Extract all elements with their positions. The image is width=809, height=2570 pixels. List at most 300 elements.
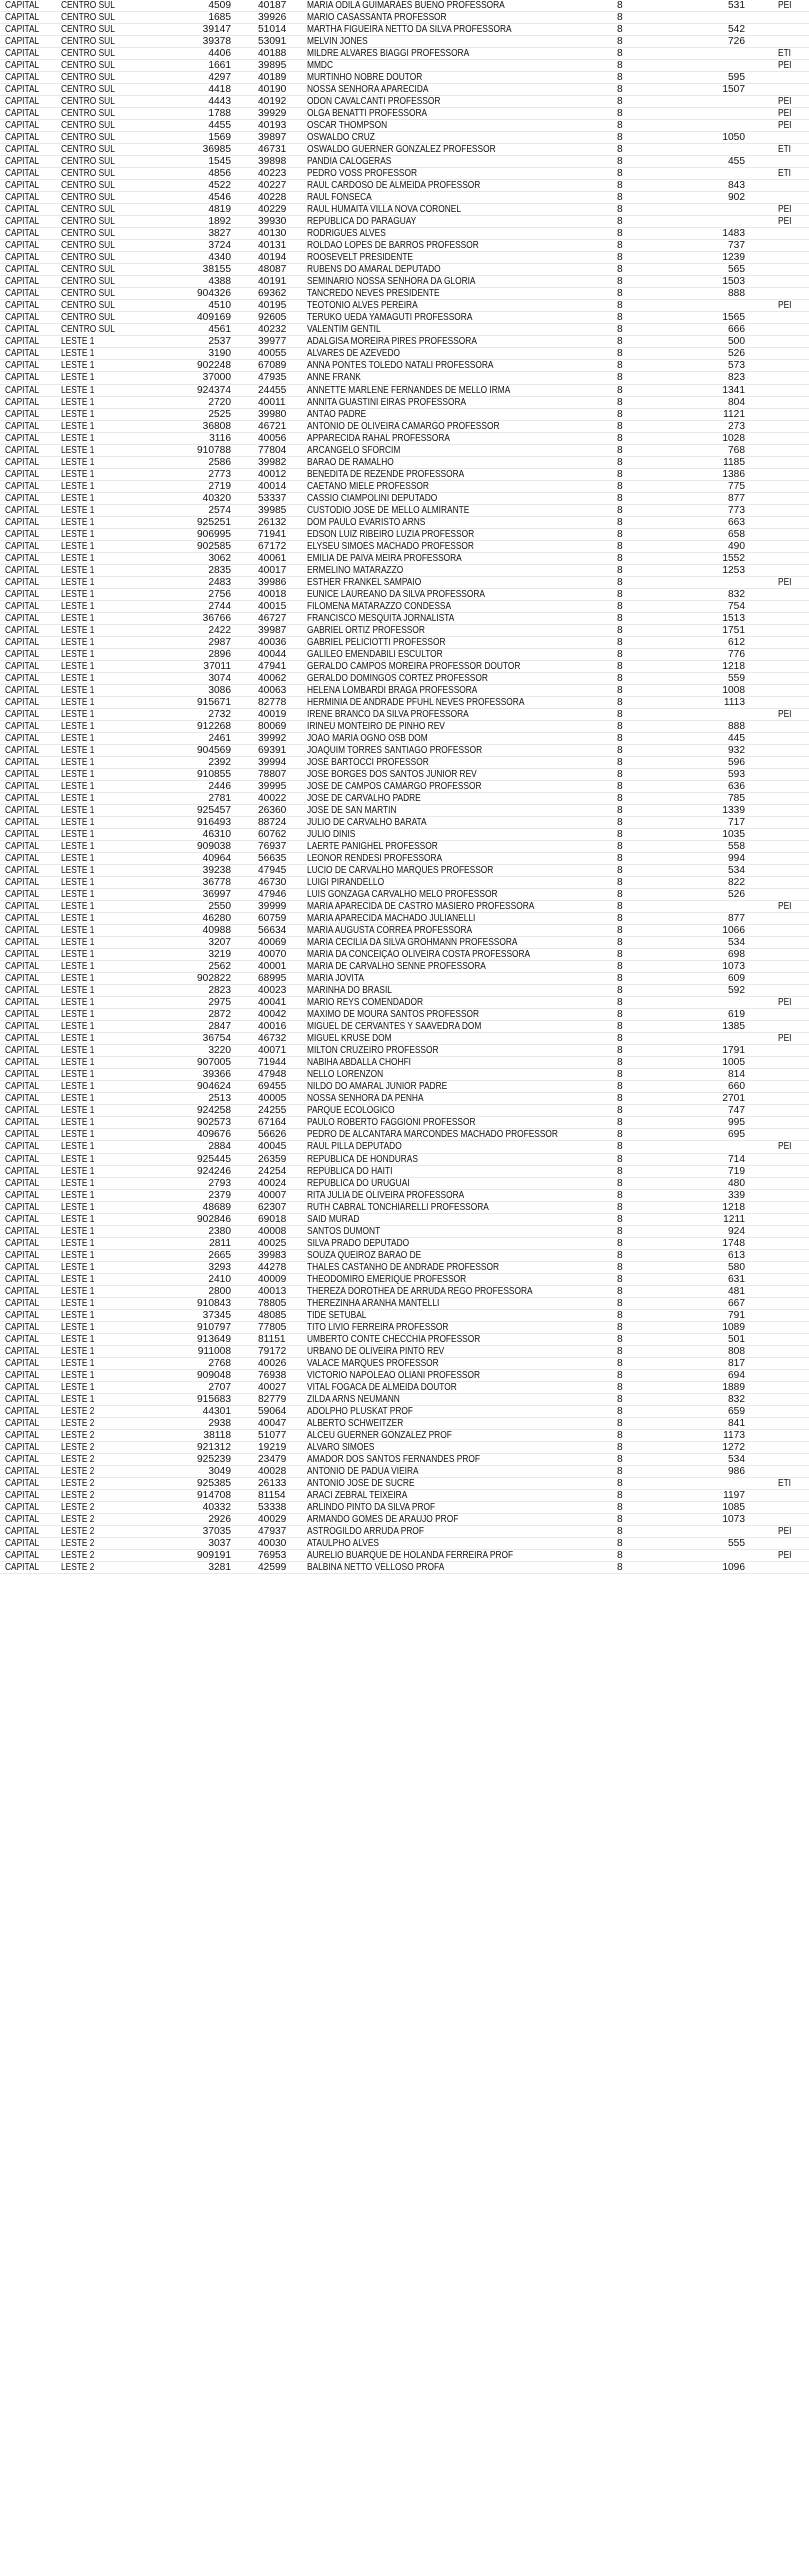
cell-type: PEI — [778, 300, 792, 312]
cell-grade: 8 — [617, 1045, 623, 1057]
cell-school-name: ANNITA GUASTINI EIRAS PROFESSORA — [307, 396, 467, 408]
cell-unit-code: 53338 — [258, 1501, 287, 1513]
table-row[interactable] — [0, 625, 809, 637]
table-row[interactable] — [0, 24, 809, 36]
cell-school-name: PARQUE ECOLOGICO — [307, 1105, 395, 1117]
cell-school-name: ROLDAO LOPES DE BARROS PROFESSOR — [307, 240, 479, 252]
cell-count: 455 — [728, 156, 745, 168]
cell-unit-code: 47946 — [258, 889, 287, 901]
cell-count: 1748 — [722, 1237, 745, 1249]
cell-school-code: 48689 — [202, 1201, 231, 1213]
cell-grade: 8 — [617, 973, 623, 985]
cell-school-name: UMBERTO CONTE CHECCHIA PROFESSOR — [307, 1333, 481, 1345]
cell-count: 663 — [728, 516, 745, 528]
cell-count: 534 — [728, 865, 745, 877]
table-row[interactable] — [0, 1178, 809, 1190]
cell-unit-code: 47937 — [258, 1525, 287, 1537]
table-row[interactable] — [0, 565, 809, 577]
cell-school-name: MARIO REYS COMENDADOR — [307, 997, 424, 1009]
cell-school-name: CAETANO MIELE PROFESSOR — [307, 480, 429, 492]
table-row[interactable] — [0, 312, 809, 324]
table-row[interactable] — [0, 180, 809, 192]
table-row[interactable] — [0, 1322, 809, 1334]
cell-school-name: ARLINDO PINTO DA SILVA PROF — [307, 1501, 436, 1513]
table-row[interactable] — [0, 1430, 809, 1442]
table-row[interactable] — [0, 649, 809, 661]
table-row[interactable] — [0, 1069, 809, 1081]
table-row[interactable] — [0, 288, 809, 300]
table-row[interactable] — [0, 1286, 809, 1298]
cell-city: CAPITAL — [5, 648, 40, 660]
cell-grade: 8 — [617, 817, 623, 829]
cell-school-name: NELLO LORENZON — [307, 1069, 384, 1081]
table-row[interactable] — [0, 228, 809, 240]
cell-city: CAPITAL — [5, 1513, 40, 1525]
cell-school-name: NOSSA SENHORA APARECIDA — [307, 84, 429, 96]
cell-school-code: 2719 — [208, 480, 231, 492]
table-row[interactable] — [0, 276, 809, 288]
cell-region: LESTE 1 — [61, 1093, 95, 1105]
cell-grade: 8 — [617, 372, 623, 384]
table-row[interactable] — [0, 865, 809, 877]
table-row[interactable] — [0, 1190, 809, 1202]
table-row[interactable] — [0, 601, 809, 613]
cell-grade: 8 — [617, 432, 623, 444]
table-row[interactable] — [0, 769, 809, 781]
cell-school-code: 2896 — [208, 648, 231, 660]
table-row[interactable] — [0, 168, 809, 180]
table-row[interactable] — [0, 949, 809, 961]
table-row[interactable] — [0, 709, 809, 721]
cell-grade: 8 — [617, 793, 623, 805]
table-row[interactable] — [0, 913, 809, 925]
table-row[interactable] — [0, 1214, 809, 1226]
cell-school-code: 3220 — [208, 1045, 231, 1057]
cell-region: LESTE 1 — [61, 805, 95, 817]
cell-grade: 8 — [617, 1477, 623, 1489]
table-row[interactable] — [0, 1454, 809, 1466]
cell-city: CAPITAL — [5, 1165, 40, 1177]
cell-grade: 8 — [617, 1165, 623, 1177]
table-row[interactable] — [0, 829, 809, 841]
cell-city: CAPITAL — [5, 492, 40, 504]
table-row[interactable] — [0, 1033, 809, 1045]
table-row[interactable] — [0, 1562, 809, 1574]
table-row[interactable] — [0, 421, 809, 433]
cell-unit-code: 40014 — [258, 480, 287, 492]
cell-region: CENTRO SUL — [61, 36, 115, 48]
cell-region: LESTE 1 — [61, 1033, 95, 1045]
cell-type: PEI — [778, 576, 792, 588]
table-row[interactable] — [0, 1526, 809, 1538]
cell-grade: 8 — [617, 216, 623, 228]
table-row[interactable] — [0, 192, 809, 204]
cell-grade: 8 — [617, 1177, 623, 1189]
cell-region: LESTE 1 — [61, 1369, 95, 1381]
cell-school-code: 902822 — [197, 973, 231, 985]
cell-grade: 8 — [617, 1441, 623, 1453]
table-row[interactable] — [0, 937, 809, 949]
cell-count: 619 — [728, 1009, 745, 1021]
table-row[interactable] — [0, 853, 809, 865]
cell-city: CAPITAL — [5, 312, 40, 324]
table-row[interactable] — [0, 721, 809, 733]
cell-city: CAPITAL — [5, 372, 40, 384]
table-row[interactable] — [0, 372, 809, 384]
cell-unit-code: 39995 — [258, 781, 287, 793]
table-row[interactable] — [0, 1141, 809, 1153]
cell-type: PEI — [778, 1525, 792, 1537]
cell-grade: 8 — [617, 1453, 623, 1465]
table-row[interactable] — [0, 1310, 809, 1322]
cell-region: LESTE 1 — [61, 925, 95, 937]
cell-unit-code: 39980 — [258, 408, 287, 420]
table-row[interactable] — [0, 1081, 809, 1093]
table-row[interactable] — [0, 517, 809, 529]
table-row[interactable] — [0, 745, 809, 757]
table-row[interactable] — [0, 433, 809, 445]
table-row[interactable] — [0, 1346, 809, 1358]
table-row[interactable] — [0, 1334, 809, 1346]
cell-grade: 8 — [617, 1129, 623, 1141]
cell-school-name: ADALGISA MOREIRA PIRES PROFESSORA — [307, 336, 477, 348]
cell-region: CENTRO SUL — [61, 144, 115, 156]
cell-grade: 8 — [617, 901, 623, 913]
cell-school-name: PAULO ROBERTO FAGGIONI PROFESSOR — [307, 1117, 476, 1129]
table-row[interactable] — [0, 1406, 809, 1418]
table-row[interactable] — [0, 613, 809, 625]
table-row[interactable] — [0, 1370, 809, 1382]
table-row[interactable] — [0, 1009, 809, 1021]
cell-region: LESTE 1 — [61, 372, 95, 384]
table-row[interactable] — [0, 252, 809, 264]
cell-school-name: VICTORIO NAPOLEAO OLIANI PROFESSOR — [307, 1369, 480, 1381]
cell-city: CAPITAL — [5, 420, 40, 432]
table-row[interactable] — [0, 1442, 809, 1454]
cell-grade: 8 — [617, 108, 623, 120]
table-row[interactable] — [0, 781, 809, 793]
cell-region: LESTE 1 — [61, 504, 95, 516]
table-row[interactable] — [0, 1045, 809, 1057]
cell-school-code: 39147 — [202, 24, 231, 36]
cell-count: 1889 — [722, 1381, 745, 1393]
cell-unit-code: 39897 — [258, 132, 287, 144]
table-row[interactable] — [0, 1166, 809, 1178]
table-row[interactable] — [0, 108, 809, 120]
cell-unit-code: 53091 — [258, 36, 287, 48]
cell-unit-code: 40045 — [258, 1141, 287, 1153]
table-row[interactable] — [0, 12, 809, 24]
table-row[interactable] — [0, 1538, 809, 1550]
cell-unit-code: 51077 — [258, 1429, 287, 1441]
cell-school-name: ASTROGILDO ARRUDA PROF — [307, 1525, 424, 1537]
table-row[interactable] — [0, 216, 809, 228]
cell-region: LESTE 1 — [61, 468, 95, 480]
cell-school-name: ERMELINO MATARAZZO — [307, 564, 404, 576]
cell-school-code: 2800 — [208, 1285, 231, 1297]
table-row[interactable] — [0, 1478, 809, 1490]
cell-unit-code: 69362 — [258, 288, 287, 300]
table-row[interactable] — [0, 1093, 809, 1105]
table-row[interactable] — [0, 1154, 809, 1166]
cell-unit-code: 53337 — [258, 492, 287, 504]
cell-city: CAPITAL — [5, 1538, 40, 1549]
table-row[interactable] — [0, 505, 809, 517]
cell-school-name: NOSSA SENHORA DA PENHA — [307, 1093, 424, 1105]
table-row[interactable] — [0, 493, 809, 505]
table-row[interactable] — [0, 1057, 809, 1069]
cell-grade: 8 — [617, 576, 623, 588]
cell-city: CAPITAL — [5, 84, 40, 96]
cell-grade: 8 — [617, 1321, 623, 1333]
table-row[interactable] — [0, 120, 809, 132]
cell-region: LESTE 1 — [61, 1105, 95, 1117]
cell-grade: 8 — [617, 1369, 623, 1381]
cell-region: CENTRO SUL — [61, 156, 115, 168]
cell-school-code: 902248 — [197, 360, 231, 372]
cell-unit-code: 40005 — [258, 1093, 287, 1105]
table-row[interactable] — [0, 0, 809, 12]
cell-unit-code: 48085 — [258, 1309, 287, 1321]
cell-unit-code: 71941 — [258, 528, 287, 540]
table-row[interactable] — [0, 1394, 809, 1406]
table-row[interactable] — [0, 385, 809, 397]
table-row[interactable] — [0, 48, 809, 60]
cell-region: CENTRO SUL — [61, 72, 115, 84]
cell-school-code: 4406 — [208, 48, 231, 60]
cell-school-name: MARIA DE CARVALHO SENNE PROFESSORA — [307, 961, 486, 973]
cell-school-code: 924258 — [197, 1105, 231, 1117]
table-row[interactable] — [0, 1274, 809, 1286]
cell-count: 1050 — [722, 132, 745, 144]
table-row[interactable] — [0, 300, 809, 312]
table-row[interactable] — [0, 1262, 809, 1274]
cell-region: CENTRO SUL — [61, 288, 115, 300]
cell-city: CAPITAL — [5, 552, 40, 564]
table-row[interactable] — [0, 541, 809, 553]
table-row[interactable] — [0, 1250, 809, 1262]
cell-region: LESTE 1 — [61, 1297, 95, 1309]
cell-school-code: 1569 — [208, 132, 231, 144]
cell-school-code: 2823 — [208, 985, 231, 997]
cell-city: CAPITAL — [5, 324, 40, 336]
cell-school-name: MARIA APARECIDA MACHADO JULIANELLI — [307, 913, 476, 925]
table-row[interactable] — [0, 457, 809, 469]
table-row[interactable] — [0, 1298, 809, 1310]
cell-count: 994 — [728, 853, 745, 865]
table-row[interactable] — [0, 481, 809, 493]
cell-school-name: REPÚBLICA DO HAITI — [307, 1165, 393, 1177]
table-row[interactable] — [0, 925, 809, 937]
cell-unit-code: 40025 — [258, 1237, 287, 1249]
cell-unit-code: 69391 — [258, 744, 287, 756]
cell-school-name: LAERTE PANIGHEL PROFESSOR — [307, 841, 438, 853]
cell-region: LESTE 1 — [61, 720, 95, 732]
cell-school-name: ALBERTO SCHWEITZER — [307, 1417, 404, 1429]
cell-region: LESTE 1 — [61, 1381, 95, 1393]
table-row[interactable] — [0, 553, 809, 565]
cell-count: 273 — [728, 420, 745, 432]
cell-school-code: 912268 — [197, 720, 231, 732]
table-row[interactable] — [0, 348, 809, 360]
cell-school-code: 36766 — [202, 612, 231, 624]
cell-city: CAPITAL — [5, 829, 40, 841]
cell-grade: 8 — [617, 1189, 623, 1201]
table-row[interactable] — [0, 529, 809, 541]
cell-grade: 8 — [617, 756, 623, 768]
table-row[interactable] — [0, 445, 809, 457]
table-row[interactable] — [0, 841, 809, 853]
cell-count: 817 — [728, 1357, 745, 1369]
table-row[interactable] — [0, 1418, 809, 1430]
cell-unit-code: 40063 — [258, 684, 287, 696]
cell-unit-code: 39898 — [258, 156, 287, 168]
table-row[interactable] — [0, 685, 809, 697]
cell-city: CAPITAL — [5, 901, 40, 913]
cell-region: LESTE 1 — [61, 1057, 95, 1069]
table-row[interactable] — [0, 1502, 809, 1514]
table-row[interactable] — [0, 96, 809, 108]
table-row[interactable] — [0, 1382, 809, 1394]
cell-school-name: FILOMENA MATARAZZO CONDESSA — [307, 600, 452, 612]
table-row[interactable] — [0, 589, 809, 601]
table-row[interactable] — [0, 240, 809, 252]
cell-city: CAPITAL — [5, 1357, 40, 1369]
table-row[interactable] — [0, 877, 809, 889]
cell-unit-code: 76937 — [258, 841, 287, 853]
cell-region: LESTE 1 — [61, 660, 95, 672]
table-row[interactable] — [0, 360, 809, 372]
cell-city: CAPITAL — [5, 228, 40, 240]
cell-school-code: 40332 — [202, 1501, 231, 1513]
cell-school-name: NABIHA ABDALLA CHOHFI — [307, 1057, 411, 1069]
cell-unit-code: 60759 — [258, 913, 287, 925]
table-row[interactable] — [0, 733, 809, 745]
table-row[interactable] — [0, 1238, 809, 1250]
table-row[interactable] — [0, 793, 809, 805]
cell-count: 1089 — [722, 1321, 745, 1333]
table-row[interactable] — [0, 336, 809, 348]
table-row[interactable] — [0, 805, 809, 817]
table-row[interactable] — [0, 156, 809, 168]
cell-city: CAPITAL — [5, 769, 40, 780]
cell-school-name: VALENTIM GENTIL — [307, 324, 381, 336]
table-row[interactable] — [0, 577, 809, 589]
cell-region: LESTE 2 — [61, 1489, 95, 1501]
table-row[interactable] — [0, 1466, 809, 1478]
table-row[interactable] — [0, 1358, 809, 1370]
cell-school-name: ALCEU GUERNER GONZALEZ PROF — [307, 1429, 452, 1441]
cell-school-name: ESTHER FRANKEL SAMPAIO — [307, 576, 422, 588]
table-row[interactable] — [0, 324, 809, 336]
table-row[interactable] — [0, 144, 809, 156]
table-row[interactable] — [0, 72, 809, 84]
cell-region: LESTE 1 — [61, 600, 95, 612]
table-row[interactable] — [0, 1129, 809, 1141]
cell-city: CAPITAL — [5, 1045, 40, 1057]
table-row[interactable] — [0, 409, 809, 421]
cell-city: CAPITAL — [5, 564, 40, 576]
cell-school-code: 915671 — [197, 696, 231, 708]
table-row[interactable] — [0, 817, 809, 829]
table-row[interactable] — [0, 1550, 809, 1562]
table-row[interactable] — [0, 973, 809, 985]
table-row[interactable] — [0, 204, 809, 216]
cell-city: CAPITAL — [5, 865, 40, 877]
cell-grade: 8 — [617, 1021, 623, 1033]
cell-school-name: RAUL HUMAITA VILLA NOVA CORONEL — [307, 204, 461, 216]
cell-region: LESTE 2 — [61, 1465, 95, 1477]
cell-region: CENTRO SUL — [61, 216, 115, 228]
cell-school-code: 2665 — [208, 1249, 231, 1261]
cell-grade: 8 — [617, 1297, 623, 1309]
table-row[interactable] — [0, 264, 809, 276]
cell-grade: 8 — [617, 805, 623, 817]
table-row[interactable] — [0, 469, 809, 481]
cell-city: CAPITAL — [5, 1177, 40, 1189]
table-row[interactable] — [0, 132, 809, 144]
cell-grade: 8 — [617, 444, 623, 456]
table-row[interactable] — [0, 1021, 809, 1033]
cell-school-code: 2574 — [208, 504, 231, 516]
cell-region: CENTRO SUL — [61, 264, 115, 276]
table-row[interactable] — [0, 961, 809, 973]
table-row[interactable] — [0, 637, 809, 649]
cell-school-code: 2720 — [208, 396, 231, 408]
cell-school-code: 904569 — [197, 744, 231, 756]
cell-unit-code: 24254 — [258, 1165, 287, 1177]
table-row[interactable] — [0, 757, 809, 769]
table-row[interactable] — [0, 901, 809, 913]
table-row[interactable] — [0, 1490, 809, 1502]
table-row[interactable] — [0, 1514, 809, 1526]
cell-school-code: 40964 — [202, 853, 231, 865]
table-row[interactable] — [0, 985, 809, 997]
table-row[interactable] — [0, 60, 809, 72]
table-row[interactable] — [0, 397, 809, 409]
table-row[interactable] — [0, 697, 809, 709]
table-row[interactable] — [0, 1117, 809, 1129]
table-row[interactable] — [0, 1105, 809, 1117]
cell-unit-code: 68995 — [258, 973, 287, 985]
cell-region: LESTE 1 — [61, 432, 95, 444]
table-row[interactable] — [0, 1202, 809, 1214]
table-row[interactable] — [0, 997, 809, 1009]
cell-city: CAPITAL — [5, 805, 40, 817]
cell-city: CAPITAL — [5, 456, 40, 468]
cell-grade: 8 — [617, 1105, 623, 1117]
table-row[interactable] — [0, 661, 809, 673]
table-row[interactable] — [0, 673, 809, 685]
cell-unit-code: 39930 — [258, 216, 287, 228]
cell-school-name: IRENE BRANCO DA SILVA PROFESSORA — [307, 708, 469, 720]
cell-grade: 8 — [617, 1249, 623, 1261]
cell-region: LESTE 1 — [61, 1021, 95, 1033]
table-row[interactable] — [0, 889, 809, 901]
cell-region: LESTE 1 — [61, 1321, 95, 1333]
cell-school-code: 913649 — [197, 1333, 231, 1345]
table-row[interactable] — [0, 1226, 809, 1238]
cell-count: 534 — [728, 1453, 745, 1465]
cell-region: LESTE 1 — [61, 937, 95, 949]
cell-count: 595 — [728, 72, 745, 84]
table-row[interactable] — [0, 84, 809, 96]
cell-unit-code: 69455 — [258, 1081, 287, 1093]
cell-school-name: FRANCISCO MESQUITA JORNALISTA — [307, 612, 455, 624]
table-row[interactable] — [0, 36, 809, 48]
cell-city: CAPITAL — [5, 1369, 40, 1381]
cell-region: LESTE 1 — [61, 841, 95, 853]
